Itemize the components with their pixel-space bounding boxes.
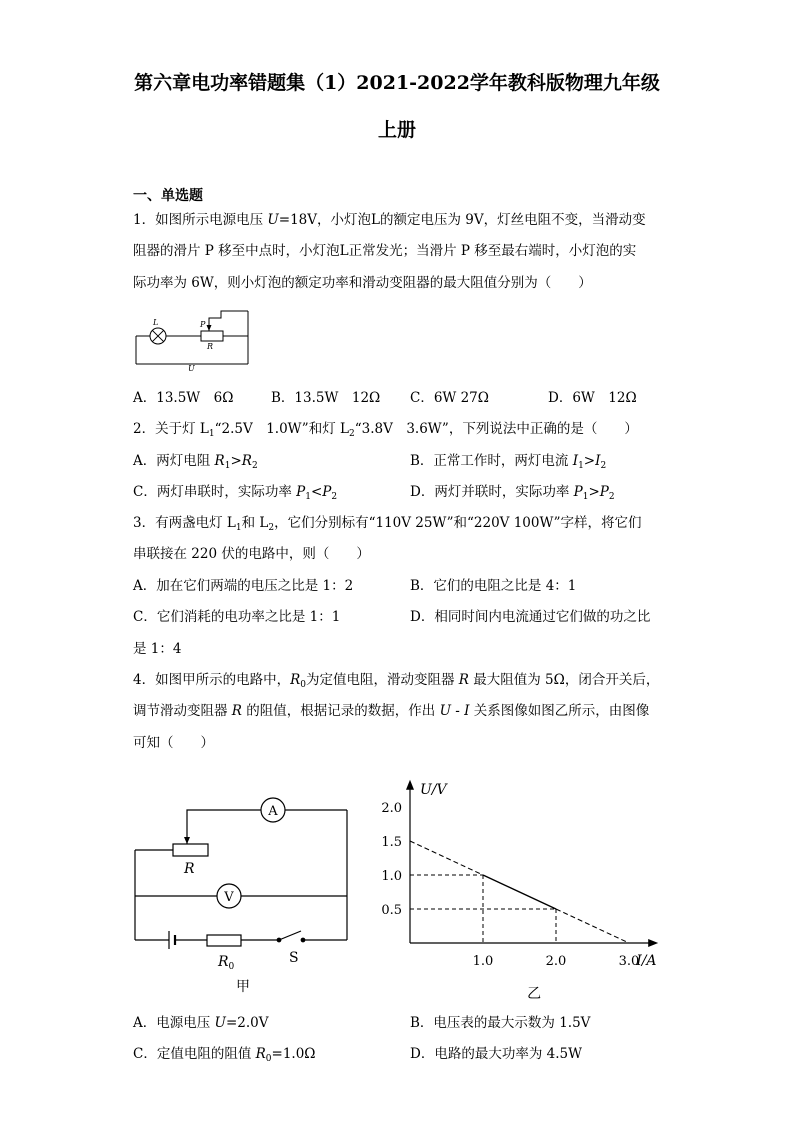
q3-option-d[interactable]: D．相同时间内电流通过它们做的功之比	[410, 609, 651, 625]
y-axis-label: U/V	[420, 781, 447, 798]
fixed-resistor-label: $R_0$	[218, 954, 235, 972]
q1-stem-line1: 1．如图所示电源电压 U=18V，小灯泡L的额定电压为 9V，灯丝电阻不变，当滑动变	[133, 212, 646, 228]
section-heading: 一、单选题	[133, 188, 203, 204]
q1-option-a[interactable]: A．13.5W 6Ω	[133, 390, 234, 406]
slider-label: P	[200, 320, 206, 329]
q2-option-b[interactable]: B．正常工作时，两灯电流 $I_1>I_2$	[410, 453, 607, 471]
q2-stem: 2．关于灯 $L_1“2.5V$ 1.0W”和灯 $L_2“3.8V$ 3.6W”，下列说法中正确的是（ ）	[133, 421, 638, 439]
q4-option-d[interactable]: D．电路的最大功率为 4.5W	[410, 1046, 582, 1062]
x-axis-label: I/A	[636, 953, 657, 969]
q3-option-b[interactable]: B．它们的电阻之比是 4：1	[410, 578, 577, 594]
q3-stem-line2: 串联接在 220 伏的电路中，则（ ）	[133, 546, 370, 562]
q1-stem-line3: 际功率为 6W，则小灯泡的额定功率和滑动变阻器的最大阻值分别为（ ）	[133, 275, 592, 291]
ammeter-label: A	[268, 804, 278, 819]
page-title: 第六章电功率错题集（1）2021-2022学年教科版物理九年级	[134, 72, 660, 94]
q1-circuit-diagram	[130, 305, 255, 377]
x-axis-arrow	[648, 939, 658, 947]
figure-caption-jia: 甲	[236, 979, 250, 995]
x-tick-label: 1.0	[472, 954, 494, 969]
series-measured	[483, 875, 556, 909]
figure-caption-yi: 乙	[527, 986, 542, 1000]
y-tick-label: 0.5	[381, 903, 402, 918]
q1-option-c[interactable]: C．6W 27Ω	[410, 390, 489, 406]
series-extrapolated-left	[410, 841, 483, 875]
rheostat-symbol	[173, 844, 208, 856]
q4-circuit-diagram	[125, 790, 360, 995]
y-axis-arrow	[406, 780, 414, 790]
q2-option-a[interactable]: A．两灯电阻 $R_1>R_2$	[133, 453, 258, 471]
rheostat-symbol	[201, 331, 223, 341]
q2-option-d[interactable]: D．两灯并联时，实际功率 $P_1>P_2$	[410, 484, 615, 502]
page-title-continued: 上册	[377, 119, 416, 141]
rheostat-label: R	[184, 861, 195, 877]
q1-option-d[interactable]: D．6W 12Ω	[548, 390, 637, 406]
y-tick-label: 1.5	[381, 835, 402, 850]
q3-stem-line1: 3．有两盏电灯 $L_1$和 $L_2$，它们分别标有“110V 25W”和“220V 100W”字样，将它们	[133, 515, 642, 533]
switch-blade	[279, 931, 301, 940]
q4-option-c[interactable]: C．定值电阻的阻值 $R_0=1.0\Omega$	[133, 1046, 316, 1064]
lamp-label: L	[153, 318, 159, 327]
series-extrapolated-right	[556, 909, 629, 943]
q3-option-d-continued: 是 1：4	[133, 641, 182, 657]
q4-stem-line2: 调节滑动变阻器 R 的阻值，根据记录的数据，作出 U - I 关系图像如图乙所示，由图像	[133, 703, 650, 719]
switch-label: S	[289, 950, 299, 966]
voltmeter-label: V	[224, 890, 234, 905]
x-tick-label: 3.0	[618, 954, 640, 969]
q4-stem-line3: 可知（ ）	[133, 735, 214, 751]
q2-option-c[interactable]: C．两灯串联时，实际功率 $P_1<P_2$	[133, 484, 338, 502]
voltage-label: U	[188, 364, 195, 373]
fixed-resistor-symbol	[207, 935, 241, 946]
q1-stem-line2: 阻器的滑片 P 移至中点时，小灯泡L正常发光；当滑片 P 移至最右端时，小灯泡的实	[133, 243, 637, 259]
y-tick-label: 1.0	[381, 869, 402, 884]
q4-option-a[interactable]: A．电源电压 U=2.0V	[133, 1015, 269, 1031]
q1-option-b[interactable]: B．13.5W 12Ω	[271, 390, 381, 406]
q3-option-a[interactable]: A．加在它们两端的电压之比是 1：2	[133, 578, 354, 594]
x-tick-label: 2.0	[545, 954, 567, 969]
rheostat-label: R	[207, 342, 214, 351]
q4-option-b[interactable]: B．电压表的最大示数为 1.5V	[410, 1015, 591, 1031]
y-tick-label: 2.0	[381, 801, 402, 816]
q4-ui-graph	[375, 760, 695, 1000]
q3-option-c[interactable]: C．它们消耗的电功率之比是 1：1	[133, 609, 341, 625]
q4-stem-line1: 4．如图甲所示的电路中，$R_0$为定值电阻，滑动变阻器 R 最大阻值为 5Ω，闭合开关后，	[133, 672, 660, 690]
